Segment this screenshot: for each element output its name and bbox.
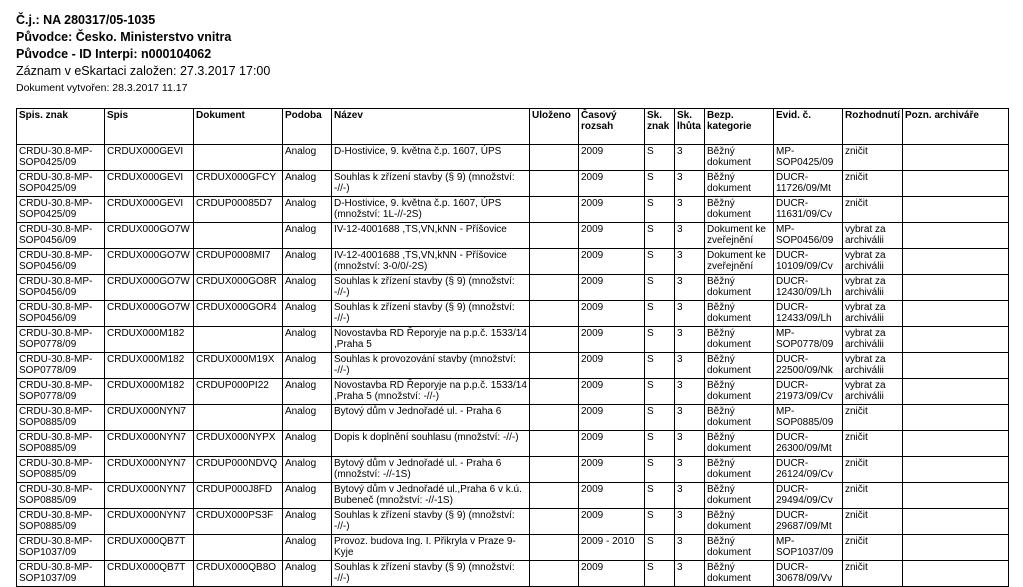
column-header-dokument: Dokument xyxy=(194,109,283,145)
cell-sk-lhuta: 3 xyxy=(675,561,705,587)
cell-rozhodnuti: zničit xyxy=(843,405,903,431)
cell-pozn-archivare xyxy=(903,509,1009,535)
cell-sk-lhuta: 3 xyxy=(675,379,705,405)
cell-bezp-kategorie: Běžný dokument xyxy=(705,535,774,561)
cell-rozhodnuti: vybrat za archiválii xyxy=(843,223,903,249)
cell-spis: CRDUX000GEVI xyxy=(105,197,194,223)
cell-dokument xyxy=(194,223,283,249)
cell-bezp-kategorie: Běžný dokument xyxy=(705,405,774,431)
cell-pozn-archivare xyxy=(903,171,1009,197)
cell-sk-znak: S xyxy=(645,301,675,327)
cell-pozn-archivare xyxy=(903,457,1009,483)
cell-dokument: CRDUX000PS3F xyxy=(194,509,283,535)
cell-ulozeno xyxy=(530,301,579,327)
cell-spis: CRDUX000GO7W xyxy=(105,301,194,327)
shredding-table xyxy=(16,108,1009,587)
cell-sk-lhuta: 3 xyxy=(675,275,705,301)
table-row xyxy=(17,405,1009,431)
cell-podoba: Analog xyxy=(283,379,332,405)
cell-pozn-archivare xyxy=(903,379,1009,405)
cell-evid-c: DUCR-22500/09/Nk xyxy=(774,353,843,379)
cell-sk-lhuta: 3 xyxy=(675,249,705,275)
cell-spis-znak: CRDU-30.8-MP-SOP0456/09 xyxy=(17,275,105,301)
cell-spis: CRDUX000GO7W xyxy=(105,249,194,275)
cell-spis: CRDUX000GEVI xyxy=(105,171,194,197)
cell-ulozeno xyxy=(530,405,579,431)
cell-dokument xyxy=(194,327,283,353)
cell-sk-znak: S xyxy=(645,457,675,483)
column-header-rozhodnuti: Rozhodnutí xyxy=(843,109,903,145)
cell-spis-znak: CRDU-30.8-MP-SOP0425/09 xyxy=(17,145,105,171)
cell-sk-znak: S xyxy=(645,509,675,535)
cell-sk-znak: S xyxy=(645,197,675,223)
cell-podoba: Analog xyxy=(283,145,332,171)
cell-pozn-archivare xyxy=(903,301,1009,327)
cell-casovy-rozsah: 2009 xyxy=(579,223,645,249)
cell-spis: CRDUX000GO7W xyxy=(105,223,194,249)
cell-rozhodnuti: vybrat za archiválii xyxy=(843,301,903,327)
cell-spis-znak: CRDU-30.8-MP-SOP0778/09 xyxy=(17,327,105,353)
cell-nazev: Novostavba RD Řeporyje na p.p.č. 1533/14 ,Praha 5 xyxy=(332,327,530,353)
cell-ulozeno xyxy=(530,561,579,587)
cell-ulozeno xyxy=(530,483,579,509)
cell-spis-znak: CRDU-30.8-MP-SOP0456/09 xyxy=(17,223,105,249)
cell-dokument: CRDUX000GFCY xyxy=(194,171,283,197)
cell-ulozeno xyxy=(530,431,579,457)
cell-sk-znak: S xyxy=(645,561,675,587)
cell-dokument: CRDUP00085D7 xyxy=(194,197,283,223)
cell-sk-lhuta: 3 xyxy=(675,197,705,223)
cell-sk-lhuta: 3 xyxy=(675,301,705,327)
cell-evid-c: DUCR-12433/09/Lh xyxy=(774,301,843,327)
table-row xyxy=(17,249,1009,275)
cell-spis: CRDUX000M182 xyxy=(105,327,194,353)
cell-ulozeno xyxy=(530,509,579,535)
cell-spis: CRDUX000QB7T xyxy=(105,561,194,587)
cell-dokument: CRDUP000NDVQ xyxy=(194,457,283,483)
column-header-spis: Spis xyxy=(105,109,194,145)
cell-evid-c: DUCR-11631/09/Cv xyxy=(774,197,843,223)
cell-evid-c: DUCR-26124/09/Cv xyxy=(774,457,843,483)
cell-bezp-kategorie: Běžný dokument xyxy=(705,171,774,197)
cell-podoba: Analog xyxy=(283,457,332,483)
column-header-bezp-kategorie: Bezp. kategorie xyxy=(705,109,774,145)
cell-spis: CRDUX000GEVI xyxy=(105,145,194,171)
cell-bezp-kategorie: Běžný dokument xyxy=(705,197,774,223)
cell-casovy-rozsah: 2009 xyxy=(579,145,645,171)
cell-spis-znak: CRDU-30.8-MP-SOP0885/09 xyxy=(17,483,105,509)
cell-evid-c: DUCR-26300/09/Mt xyxy=(774,431,843,457)
cell-podoba: Analog xyxy=(283,483,332,509)
table-row xyxy=(17,275,1009,301)
cell-nazev: Novostavba RD Řeporyje na p.p.č. 1533/14 ,Praha 5 (množství: -//-) xyxy=(332,379,530,405)
cell-sk-znak: S xyxy=(645,327,675,353)
cell-spis: CRDUX000M182 xyxy=(105,353,194,379)
cell-dokument: CRDUX000GO8R xyxy=(194,275,283,301)
cell-sk-lhuta: 3 xyxy=(675,145,705,171)
cell-ulozeno xyxy=(530,327,579,353)
cell-bezp-kategorie: Běžný dokument xyxy=(705,327,774,353)
cell-rozhodnuti: vybrat za archiválii xyxy=(843,379,903,405)
cell-pozn-archivare xyxy=(903,431,1009,457)
originator-id: Původce - ID Interpi: n000104062 xyxy=(16,47,212,61)
cell-spis: CRDUX000NYN7 xyxy=(105,405,194,431)
cell-evid-c: MP-SOP0778/09 xyxy=(774,327,843,353)
cell-rozhodnuti: vybrat za archiválii xyxy=(843,249,903,275)
cell-evid-c: DUCR-11726/09/Mt xyxy=(774,171,843,197)
cell-nazev: D-Hostivice, 9. května č.p. 1607, ÚPS xyxy=(332,145,530,171)
cell-podoba: Analog xyxy=(283,301,332,327)
cell-casovy-rozsah: 2009 xyxy=(579,509,645,535)
reference-number: Č.j.: NA 280317/05-1035 xyxy=(16,13,156,27)
column-header-evid-c: Evid. č. xyxy=(774,109,843,145)
cell-nazev: Bytový dům v Jednořadé ul. - Praha 6 xyxy=(332,405,530,431)
cell-spis: CRDUX000NYN7 xyxy=(105,457,194,483)
table-row xyxy=(17,457,1009,483)
cell-podoba: Analog xyxy=(283,327,332,353)
cell-ulozeno xyxy=(530,535,579,561)
cell-spis: CRDUX000NYN7 xyxy=(105,483,194,509)
originator: Původce: Česko. Ministerstvo vnitra xyxy=(16,30,232,44)
cell-rozhodnuti: zničit xyxy=(843,457,903,483)
cell-sk-lhuta: 3 xyxy=(675,535,705,561)
cell-spis-znak: CRDU-30.8-MP-SOP0885/09 xyxy=(17,431,105,457)
cell-podoba: Analog xyxy=(283,353,332,379)
cell-nazev: Bytový dům v Jednořadé ul.,Praha 6 v k.ú. Bubeneč (množství: -//-1S) xyxy=(332,483,530,509)
cell-casovy-rozsah: 2009 - 2010 xyxy=(579,535,645,561)
cell-nazev: Provoz. budova Ing. I. Přikryla v Praze 9-Kyje xyxy=(332,535,530,561)
cell-podoba: Analog xyxy=(283,249,332,275)
cell-sk-znak: S xyxy=(645,483,675,509)
cell-evid-c: DUCR-21973/09/Cv xyxy=(774,379,843,405)
cell-evid-c: MP-SOP0425/09 xyxy=(774,145,843,171)
cell-evid-c: DUCR-30678/09/Vv xyxy=(774,561,843,587)
cell-podoba: Analog xyxy=(283,405,332,431)
cell-nazev: Dopis k doplnění souhlasu (množství: -//-) xyxy=(332,431,530,457)
cell-rozhodnuti: zničit xyxy=(843,171,903,197)
cell-dokument xyxy=(194,145,283,171)
cell-nazev: Souhlas k zřízení stavby (§ 9) (množství: -//-) xyxy=(332,509,530,535)
cell-podoba: Analog xyxy=(283,223,332,249)
cell-pozn-archivare xyxy=(903,145,1009,171)
cell-nazev: Souhlas k provozování stavby (množství: -//-) xyxy=(332,353,530,379)
document-created: Dokument vytvořen: 28.3.2017 11.17 xyxy=(16,82,188,94)
table-body xyxy=(17,145,1009,587)
cell-spis-znak: CRDU-30.8-MP-SOP0885/09 xyxy=(17,509,105,535)
cell-ulozeno xyxy=(530,457,579,483)
cell-rozhodnuti: zničit xyxy=(843,483,903,509)
cell-nazev: IV-12-4001688 ,TS,VN,kNN - Příšovice xyxy=(332,223,530,249)
cell-bezp-kategorie: Běžný dokument xyxy=(705,483,774,509)
cell-sk-lhuta: 3 xyxy=(675,405,705,431)
table-row xyxy=(17,379,1009,405)
cell-dokument: CRDUP0008MI7 xyxy=(194,249,283,275)
cell-nazev: Souhlas k zřízení stavby (§ 9) (množství: -//-) xyxy=(332,301,530,327)
table-row xyxy=(17,483,1009,509)
cell-spis: CRDUX000GO7W xyxy=(105,275,194,301)
cell-rozhodnuti: vybrat za archiválii xyxy=(843,353,903,379)
cell-spis-znak: CRDU-30.8-MP-SOP1037/09 xyxy=(17,535,105,561)
cell-spis: CRDUX000NYN7 xyxy=(105,431,194,457)
table-row xyxy=(17,301,1009,327)
cell-spis-znak: CRDU-30.8-MP-SOP0425/09 xyxy=(17,171,105,197)
cell-evid-c: DUCR-29494/09/Cv xyxy=(774,483,843,509)
cell-bezp-kategorie: Běžný dokument xyxy=(705,353,774,379)
cell-rozhodnuti: zničit xyxy=(843,145,903,171)
cell-nazev: D-Hostivice, 9. května č.p. 1607, ÚPS (množství: 1L-//-2S) xyxy=(332,197,530,223)
cell-pozn-archivare xyxy=(903,483,1009,509)
cell-ulozeno xyxy=(530,249,579,275)
cell-pozn-archivare xyxy=(903,405,1009,431)
cell-casovy-rozsah: 2009 xyxy=(579,197,645,223)
cell-rozhodnuti: vybrat za archiválii xyxy=(843,275,903,301)
cell-evid-c: MP-SOP0885/09 xyxy=(774,405,843,431)
cell-evid-c: DUCR-29687/09/Mt xyxy=(774,509,843,535)
cell-evid-c: MP-SOP0456/09 xyxy=(774,223,843,249)
cell-sk-znak: S xyxy=(645,145,675,171)
cell-casovy-rozsah: 2009 xyxy=(579,405,645,431)
cell-rozhodnuti: zničit xyxy=(843,431,903,457)
column-header-pozn-archivare: Pozn. archiváře xyxy=(903,109,1009,145)
cell-rozhodnuti: vybrat za archiválii xyxy=(843,327,903,353)
table-row xyxy=(17,509,1009,535)
cell-pozn-archivare xyxy=(903,223,1009,249)
record-created: Záznam v eSkartaci založen: 27.3.2017 17:00 xyxy=(16,64,271,78)
column-header-nazev: Název xyxy=(332,109,530,145)
document-header xyxy=(16,12,270,97)
cell-nazev: Souhlas k zřízení stavby (§ 9) (množství: -//-) xyxy=(332,561,530,587)
cell-spis-znak: CRDU-30.8-MP-SOP0456/09 xyxy=(17,301,105,327)
cell-spis-znak: CRDU-30.8-MP-SOP0885/09 xyxy=(17,457,105,483)
cell-rozhodnuti: zničit xyxy=(843,535,903,561)
cell-evid-c: DUCR-12430/09/Lh xyxy=(774,275,843,301)
cell-sk-znak: S xyxy=(645,379,675,405)
cell-sk-lhuta: 3 xyxy=(675,431,705,457)
cell-casovy-rozsah: 2009 xyxy=(579,327,645,353)
column-header-ulozeno: Uloženo xyxy=(530,109,579,145)
cell-bezp-kategorie: Běžný dokument xyxy=(705,561,774,587)
cell-spis: CRDUX000M182 xyxy=(105,379,194,405)
cell-spis: CRDUX000QB7T xyxy=(105,535,194,561)
table-row xyxy=(17,145,1009,171)
cell-nazev: IV-12-4001688 ,TS,VN,kNN - Příšovice (množství: 3-0/0/-2S) xyxy=(332,249,530,275)
cell-casovy-rozsah: 2009 xyxy=(579,249,645,275)
cell-sk-lhuta: 3 xyxy=(675,457,705,483)
column-header-podoba: Podoba xyxy=(283,109,332,145)
cell-spis-znak: CRDU-30.8-MP-SOP1037/09 xyxy=(17,561,105,587)
cell-sk-znak: S xyxy=(645,249,675,275)
cell-sk-lhuta: 3 xyxy=(675,171,705,197)
cell-podoba: Analog xyxy=(283,171,332,197)
cell-nazev: Souhlas k zřízení stavby (§ 9) (množství: -//-) xyxy=(332,171,530,197)
cell-sk-znak: S xyxy=(645,535,675,561)
cell-rozhodnuti: zničit xyxy=(843,509,903,535)
cell-spis-znak: CRDU-30.8-MP-SOP0885/09 xyxy=(17,405,105,431)
cell-podoba: Analog xyxy=(283,509,332,535)
cell-sk-znak: S xyxy=(645,171,675,197)
cell-bezp-kategorie: Běžný dokument xyxy=(705,301,774,327)
cell-sk-znak: S xyxy=(645,223,675,249)
table-row xyxy=(17,171,1009,197)
cell-spis-znak: CRDU-30.8-MP-SOP0456/09 xyxy=(17,249,105,275)
cell-casovy-rozsah: 2009 xyxy=(579,457,645,483)
cell-pozn-archivare xyxy=(903,275,1009,301)
cell-casovy-rozsah: 2009 xyxy=(579,561,645,587)
column-header-sk-znak: Sk. znak xyxy=(645,109,675,145)
cell-podoba: Analog xyxy=(283,431,332,457)
cell-dokument: CRDUP000J8FD xyxy=(194,483,283,509)
cell-casovy-rozsah: 2009 xyxy=(579,301,645,327)
cell-sk-lhuta: 3 xyxy=(675,353,705,379)
cell-sk-lhuta: 3 xyxy=(675,483,705,509)
cell-ulozeno xyxy=(530,223,579,249)
cell-bezp-kategorie: Dokument ke zveřejnění xyxy=(705,223,774,249)
table-row xyxy=(17,353,1009,379)
column-header-sk-lhuta: Sk. lhůta xyxy=(675,109,705,145)
cell-casovy-rozsah: 2009 xyxy=(579,483,645,509)
cell-ulozeno xyxy=(530,379,579,405)
cell-dokument: CRDUX000GOR4 xyxy=(194,301,283,327)
cell-dokument xyxy=(194,405,283,431)
cell-sk-lhuta: 3 xyxy=(675,327,705,353)
cell-pozn-archivare xyxy=(903,249,1009,275)
column-header-spis-znak: Spis. znak xyxy=(17,109,105,145)
table-row xyxy=(17,223,1009,249)
cell-spis-znak: CRDU-30.8-MP-SOP0778/09 xyxy=(17,353,105,379)
cell-spis-znak: CRDU-30.8-MP-SOP0425/09 xyxy=(17,197,105,223)
cell-casovy-rozsah: 2009 xyxy=(579,353,645,379)
cell-sk-znak: S xyxy=(645,431,675,457)
cell-bezp-kategorie: Dokument ke zveřejnění xyxy=(705,249,774,275)
cell-ulozeno xyxy=(530,353,579,379)
cell-bezp-kategorie: Běžný dokument xyxy=(705,145,774,171)
table-row xyxy=(17,197,1009,223)
cell-dokument: CRDUX000QB8O xyxy=(194,561,283,587)
cell-rozhodnuti: zničit xyxy=(843,197,903,223)
cell-podoba: Analog xyxy=(283,561,332,587)
cell-nazev: Souhlas k zřízení stavby (§ 9) (množství: -//-) xyxy=(332,275,530,301)
cell-dokument: CRDUP000PI22 xyxy=(194,379,283,405)
cell-sk-lhuta: 3 xyxy=(675,509,705,535)
cell-sk-lhuta: 3 xyxy=(675,223,705,249)
cell-pozn-archivare xyxy=(903,353,1009,379)
cell-dokument xyxy=(194,535,283,561)
table-row xyxy=(17,431,1009,457)
cell-ulozeno xyxy=(530,275,579,301)
cell-pozn-archivare xyxy=(903,197,1009,223)
cell-sk-znak: S xyxy=(645,275,675,301)
column-header-casovy-rozsah: Časový rozsah xyxy=(579,109,645,145)
cell-casovy-rozsah: 2009 xyxy=(579,171,645,197)
cell-pozn-archivare xyxy=(903,535,1009,561)
table-header-row xyxy=(17,109,1009,145)
cell-casovy-rozsah: 2009 xyxy=(579,379,645,405)
cell-nazev: Bytový dům v Jednořadé ul. - Praha 6 (množství: -//-1S) xyxy=(332,457,530,483)
cell-dokument: CRDUX000M19X xyxy=(194,353,283,379)
cell-bezp-kategorie: Běžný dokument xyxy=(705,275,774,301)
cell-podoba: Analog xyxy=(283,275,332,301)
cell-pozn-archivare xyxy=(903,327,1009,353)
cell-ulozeno xyxy=(530,145,579,171)
cell-evid-c: MP-SOP1037/09 xyxy=(774,535,843,561)
table-row xyxy=(17,535,1009,561)
cell-bezp-kategorie: Běžný dokument xyxy=(705,509,774,535)
table-row xyxy=(17,561,1009,587)
cell-sk-znak: S xyxy=(645,405,675,431)
cell-ulozeno xyxy=(530,171,579,197)
cell-sk-znak: S xyxy=(645,353,675,379)
table-row xyxy=(17,327,1009,353)
cell-ulozeno xyxy=(530,197,579,223)
cell-pozn-archivare xyxy=(903,561,1009,587)
cell-casovy-rozsah: 2009 xyxy=(579,431,645,457)
cell-evid-c: DUCR-10109/09/Cv xyxy=(774,249,843,275)
cell-bezp-kategorie: Běžný dokument xyxy=(705,379,774,405)
cell-rozhodnuti: zničit xyxy=(843,561,903,587)
cell-podoba: Analog xyxy=(283,197,332,223)
cell-bezp-kategorie: Běžný dokument xyxy=(705,457,774,483)
cell-spis-znak: CRDU-30.8-MP-SOP0778/09 xyxy=(17,379,105,405)
cell-dokument: CRDUX000NYPX xyxy=(194,431,283,457)
cell-podoba: Analog xyxy=(283,535,332,561)
cell-bezp-kategorie: Běžný dokument xyxy=(705,431,774,457)
cell-casovy-rozsah: 2009 xyxy=(579,275,645,301)
cell-spis: CRDUX000NYN7 xyxy=(105,509,194,535)
